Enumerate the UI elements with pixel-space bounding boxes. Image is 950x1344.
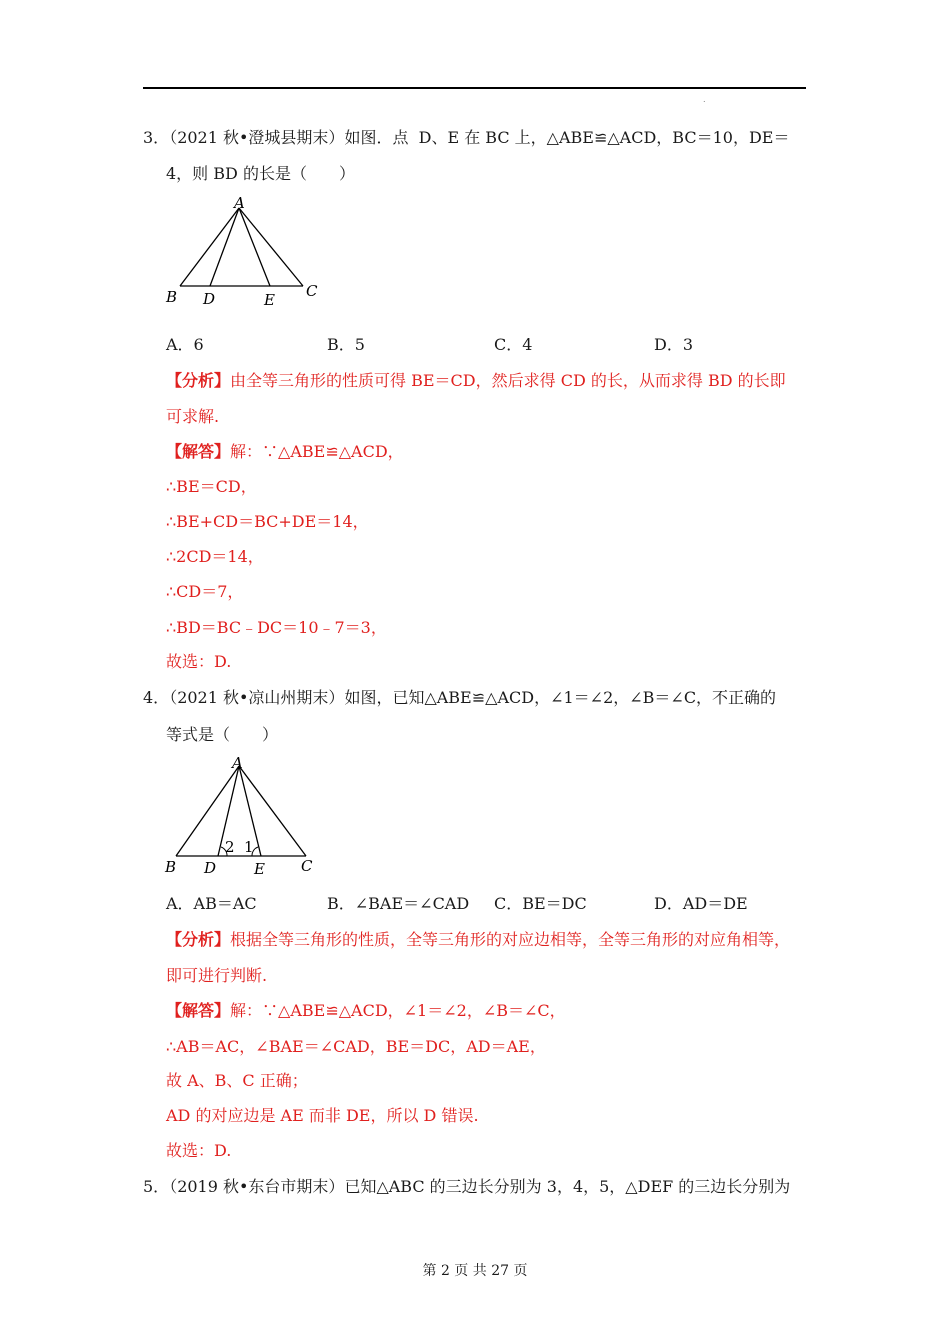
q3-step: 故选：D. [166,652,232,671]
q3-line2: 4，则 BD 的长是（ ） [166,164,355,183]
q4-label-a: A [232,754,243,772]
q4-step: 故选：D. [166,1141,232,1160]
q4-answer: 【解答】解：∵△ABE≌△ACD，∠1＝∠2，∠B＝∠C， [166,1001,566,1020]
q4-figure [160,752,330,882]
q3-label-c: C [306,282,318,300]
q4-analysis: 【分析】根据全等三角形的性质，全等三角形的对应边相等，全等三角形的对应角相等， [166,930,791,949]
q3-label-d: D [203,290,216,308]
q3-step: ∴2CD＝14， [166,547,264,566]
q4-line1: 4．（2021 秋•凉山州期末）如图，已知△ABE≌△ACD，∠1＝∠2，∠B＝∠C，不正确的 [143,688,777,707]
q3-analysis: 【分析】由全等三角形的性质可得 BE＝CD，然后求得 CD 的长，从而求得 BD 的长即 [166,371,786,390]
q3-label-b: B [166,288,178,306]
q3-answer: 【解答】解：∵△ABE≌△ACD， [166,442,404,461]
q3-figure [160,192,330,314]
q3-step: ∴CD＝7， [166,582,244,601]
q3-line1: 3．（2021 秋•澄城县期末）如图．点 D、E 在 BC 上，△ABE≌△ACD，BC＝10，DE＝ [143,128,790,147]
header-rule [143,87,806,89]
q3-label-e: E [264,291,275,309]
q4-label-e: E [254,860,265,878]
q4-line2: 等式是（ ） [166,725,279,744]
q4-label-c: C [301,857,313,875]
q3-option-b: B．5 [327,335,365,354]
q4-step: 故 A、B、C 正确； [166,1071,308,1090]
q3-option-d: D．3 [654,335,694,354]
q3-option-c: C．4 [494,335,533,354]
q3-step: ∴BE+CD＝BC+DE＝14， [166,512,369,531]
q3-step: ∴BD＝BC﹣DC＝10﹣7＝3， [166,618,387,637]
q3-step: ∴BE＝CD， [166,477,257,496]
q4-analysis-cont: 即可进行判断. [166,966,268,985]
q4-option-b: B．∠BAE＝∠CAD [327,894,470,913]
q4-label-d: D [204,859,217,877]
page-footer: 第 2 页 共 27 页 [422,1263,528,1279]
q4-label-b: B [165,858,177,876]
q4-angle-1: 1 [244,838,254,856]
header-mark: . [703,95,706,104]
q4-option-a: A．AB＝AC [166,894,257,913]
q3-label-a: A [234,194,245,212]
q3-option-a: A．6 [166,335,204,354]
q4-step: ∴AB＝AC，∠BAE＝∠CAD，BE＝DC，AD＝AE， [166,1037,546,1056]
q3-analysis-cont: 可求解. [166,407,220,426]
q4-step: AD 的对应边是 AE 而非 DE，所以 D 错误. [166,1106,479,1125]
q5-line1: 5．（2019 秋•东台市期末）已知△ABC 的三边长分别为 3，4，5，△DEF 的三边长分别为 [143,1177,791,1196]
q4-angle-2: 2 [225,838,235,856]
q4-option-c: C．BE＝DC [494,894,587,913]
q4-option-d: D．AD＝DE [654,894,748,913]
